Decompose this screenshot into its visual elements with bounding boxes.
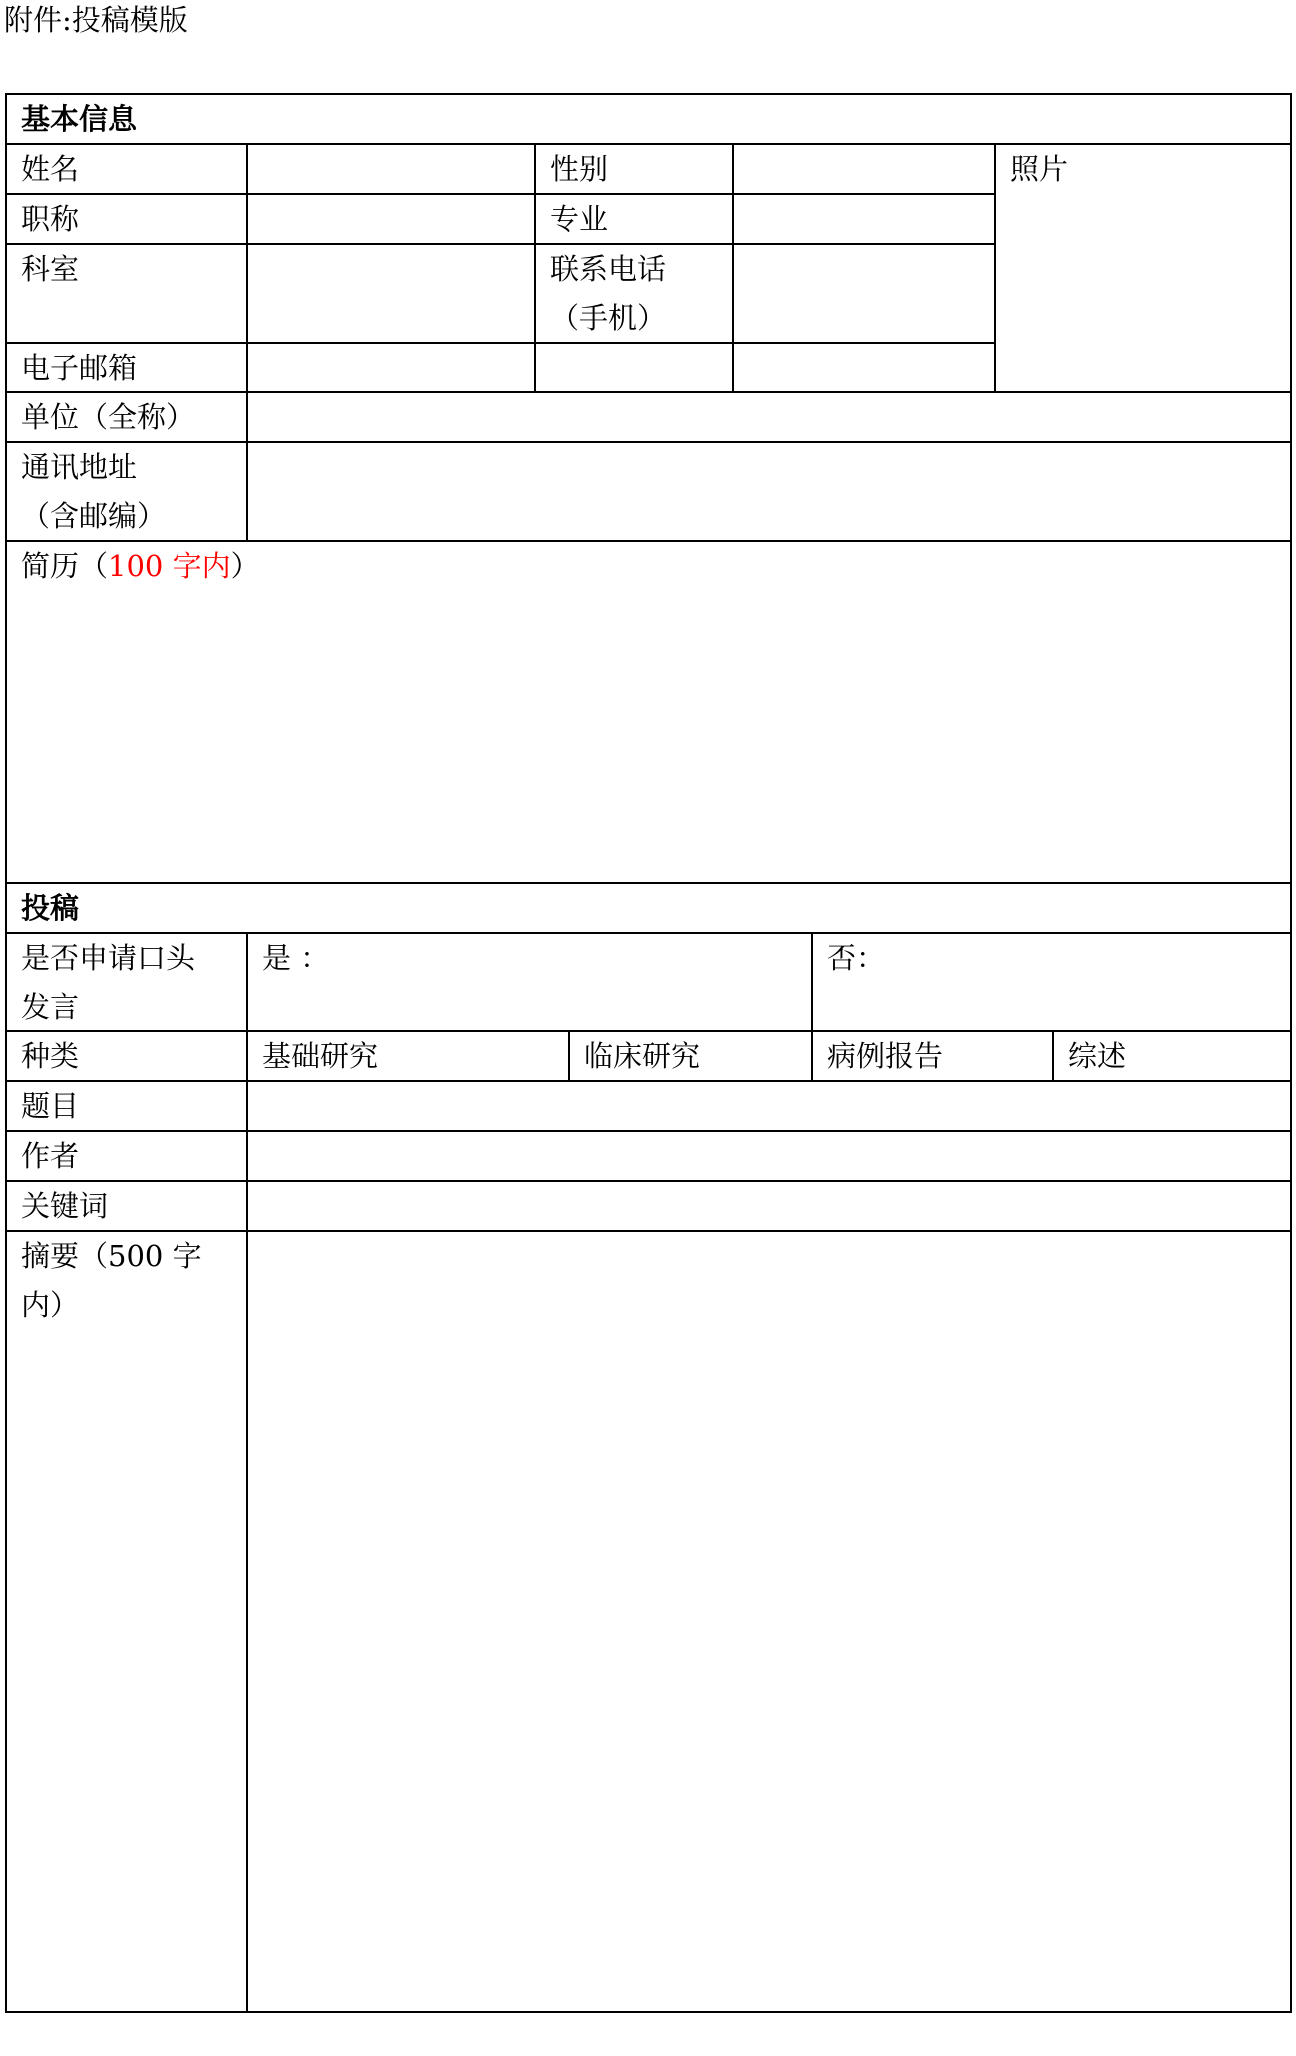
email-field-extra[interactable] <box>536 344 732 391</box>
major-label: 专业 <box>550 202 609 236</box>
phone-label-line2: （手机） <box>550 301 667 335</box>
type-option-basic-research[interactable]: 基础研究 <box>262 1039 379 1073</box>
author-field[interactable] <box>248 1132 1290 1180</box>
author-label: 作者 <box>21 1139 80 1173</box>
email-label: 电子邮箱 <box>21 351 138 385</box>
oral-presentation-label-line2: 发言 <box>21 990 80 1024</box>
gender-field[interactable] <box>734 145 994 193</box>
oral-presentation-label-line1: 是否申请口头 <box>21 941 196 975</box>
basic-info-section-title: 基本信息 <box>21 102 138 136</box>
phone-label <box>534 243 732 342</box>
photo-cell[interactable] <box>994 143 1290 391</box>
table-border-bottom <box>5 2011 1292 2013</box>
type-label: 种类 <box>21 1039 80 1073</box>
resume-label-suffix: ） <box>230 549 260 583</box>
address-label-line1: 通讯地址 <box>21 450 138 484</box>
topic-label: 题目 <box>21 1089 80 1123</box>
type-option-case-report[interactable]: 病例报告 <box>827 1039 944 1073</box>
photo-label: 照片 <box>1010 152 1069 186</box>
type-option-review[interactable]: 综述 <box>1068 1039 1127 1073</box>
resume-field[interactable] <box>5 540 1292 882</box>
topic-field[interactable] <box>248 1082 1290 1130</box>
oral-no-option[interactable]: 否： <box>827 941 886 975</box>
email-field-extra-2[interactable] <box>734 344 994 391</box>
table-border-right <box>1290 93 1292 2013</box>
org-label: 单位（全称） <box>21 400 196 434</box>
address-field[interactable] <box>248 443 1290 540</box>
resume-label-prefix: 简历（ <box>21 549 109 583</box>
address-label <box>5 441 246 540</box>
abstract-label-line2: 内） <box>21 1288 80 1322</box>
keywords-field[interactable] <box>248 1182 1290 1230</box>
document-title: 附件:投稿模版 <box>4 3 188 37</box>
major-field[interactable] <box>734 195 994 243</box>
title-label: 职称 <box>21 202 80 236</box>
address-label-line2: （含邮编） <box>21 499 167 533</box>
email-field[interactable] <box>248 344 534 391</box>
phone-field[interactable] <box>734 245 994 342</box>
resume-word-limit: 100 字内 <box>108 549 231 583</box>
org-field[interactable] <box>248 393 1290 441</box>
department-label: 科室 <box>21 252 80 286</box>
type-option-clinical-research[interactable]: 临床研究 <box>584 1039 701 1073</box>
department-field[interactable] <box>248 245 534 342</box>
abstract-label <box>5 1230 246 2011</box>
submission-section-title: 投稿 <box>21 891 80 925</box>
phone-label-line1: 联系电话 <box>550 252 667 286</box>
abstract-label-line1: 摘要（500 字 <box>21 1239 202 1273</box>
keywords-label: 关键词 <box>21 1189 109 1223</box>
abstract-field[interactable] <box>248 1232 1290 2011</box>
oral-yes-option[interactable]: 是 ： <box>262 941 330 975</box>
title-field[interactable] <box>248 195 534 243</box>
name-label: 姓名 <box>21 152 80 186</box>
submission-form-table <box>5 93 1292 2013</box>
oral-presentation-label <box>5 932 246 1030</box>
name-field[interactable] <box>248 145 534 193</box>
gender-label: 性别 <box>550 152 609 186</box>
